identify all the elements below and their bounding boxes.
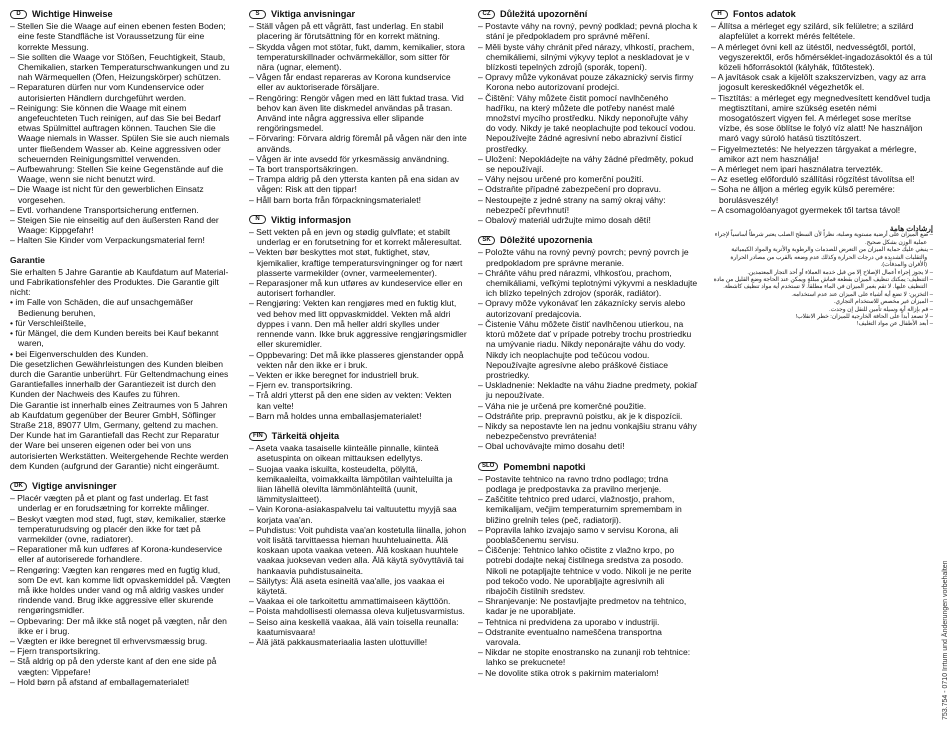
list-item: – Položte váhu na rovný pevný povrch; pevný povrch je predpokladom pre správne meranie. — [478, 247, 698, 267]
list-item: – Měli byste váhy chránit před nárazy, vlhkostí, prachem, chemikáliemi, silnými výkyvy teplot a neskladovat je v blízkosti tepelných zdrojů (sporák, topení). — [478, 42, 698, 73]
garantie-paragraph-1: Die gesetzlichen Gewährleistungen des Kunden bleiben durch die Garantie unberührt. Für Geltendmachung eines Garantiefalles innerhalb der Garantiezeit ist durch den Kunden der Nachweis des Kaufes zu führen. — [10, 358, 229, 400]
section-sk — [478, 235, 698, 451]
list-item: • im Falle von Schäden, die auf unsachgemäßer Bedienung beruhen, — [10, 297, 232, 317]
list-item: • für Verschleißteile, — [10, 318, 232, 328]
list-item: – Vågen får endast repareras av Korona kundservice eller av auktoriserade försäljare. — [249, 72, 467, 92]
list-item: – Obalový materiál udržujte mimo dosah dětí! — [478, 215, 698, 225]
list-item: – Vaakaa ei ole tarkoitettu ammattimaiseen käyttöön. — [249, 596, 467, 606]
list-item: – Figyelmeztetés: Ne helyezzen tárgyakat a mérlegre, amikor azt nem használja! — [711, 144, 933, 164]
instruction-list-fin — [249, 443, 467, 647]
instruction-list-de — [10, 21, 232, 245]
list-item: – Tisztítás: a mérleget egy megnedvesített kendővel tudja megtisztítani, amire szükség esetén némi mosogatószert vigyen fel. A mérleget sose merítse vízbe, és sose öblítse le folyó víz alatt! Ne használjon maró vagy súroló hatású tisztítószert. — [711, 93, 933, 144]
list-item: – Ne dovolite stika otrok s pakirnim materialom! — [478, 668, 698, 678]
list-item: – Oppbevaring: Det må ikke plasseres gjenstander oppå vekten når den ikke er i bruk. — [249, 350, 467, 370]
garantie-bullets — [10, 297, 232, 358]
list-item: – Čištění: Váhy můžete čistit pomocí navlhčeného hadříku, na který můžete dle potřeby nanést malé množství mycího prostředku. Nikdy neponořujte váhy do vody. Nikdy je také neoplachujte pod tekoucí vodou. Nepoužívejte žádné agresivní nebo abrazivní čisticí prostředky. — [478, 93, 698, 154]
list-item: – Reparaturen dürfen nur vom Kundenservice oder autorisierten Händlern durchgeführt werden. — [10, 82, 232, 102]
list-item: – Fjern transportsikring. — [10, 646, 232, 656]
list-item: – Aufbewahrung: Stellen Sie keine Gegenstände auf die Waage, wenn sie nicht benutzt wird. — [10, 164, 232, 184]
list-item: – Ställ vågen på ett vågrätt, fast underlag. En stabil placering är förutsättning för en korrekt mätning. — [249, 21, 467, 41]
section-title-s: Viktiga anvisningar — [271, 9, 356, 19]
list-item: – التخزين: لا تضع أية أشياء على الميزان عند عدم استخدامه. — [711, 292, 933, 299]
list-item: • für Mängel, die dem Kunden bereits bei Kauf bekannt waren, — [10, 328, 232, 348]
list-item: – A mérleget óvni kell az ütéstől, nedvességtől, portól, vegyszerektől, erős hőmérséklet-ingadozásoktól és a túl közeli hőforrásoktól (kályhák, fűtőtestek). — [711, 42, 933, 73]
garantie-intro: Sie erhalten 5 Jahre Garantie ab Kaufdatum auf Material- und Fabrikationsfehler des Produktes. Die Garantie gilt nicht: — [10, 266, 229, 298]
list-item: – Opravy může vykonávat pouze zákaznický servis firmy Korona nebo autorizovaní prodejci. — [478, 72, 698, 92]
section-title-dk: Vigtige anvisninger — [32, 480, 117, 491]
instruction-list-s — [249, 21, 467, 205]
list-item: – Vain Korona-asiakaspalvelu tai valtuutettu myyjä saa korjata vaa'an. — [249, 504, 467, 524]
section-de — [10, 9, 232, 471]
list-item: – Zaščitite tehtnico pred udarci, vlažnostjo, prahom, kemikalijam, večjim temperaturnim spremembam in bližino grelnih teles (peč, radiatorji). — [478, 494, 698, 525]
list-item: – Stellen Sie die Waage auf einen ebenen festen Boden; eine feste Standfläche ist Voraussetzung für eine korrekte Messung. — [10, 21, 232, 52]
list-item: – Nestoupejte z jedné strany na samý okraj váhy: nebezpečí převrhnutí! — [478, 195, 698, 215]
list-item: – Ta bort transportsäkringen. — [249, 164, 467, 174]
list-item: – Az esetleg előforduló szállítási rögzítést távolítsa el! — [711, 174, 933, 184]
language-code-fin: FIN — [249, 432, 267, 441]
section-ar — [711, 225, 933, 329]
section-title-slo: Pomembni napotki — [503, 461, 586, 472]
list-item: – ضع الميزان على أرضية مستوية وصلبة، نظراً لأن السطح الصلب يعتبر شرطاً أساسياً لإجراء عملية الوزن بشكل صحيح. — [711, 232, 933, 247]
list-item: – Vægten er ikke beregnet til erhvervsmæssig brug. — [10, 636, 232, 646]
language-code-cz: CZ — [478, 10, 495, 19]
list-item: – Stå aldrig op på den yderste kant af den ene side på vægten: Vippefare! — [10, 656, 232, 676]
list-item: – Älä jätä pakkausmateriaalia lasten ulottuville! — [249, 637, 467, 647]
list-item: – Rengjøring: Vekten kan rengjøres med en fuktig klut, ved behov med litt oppvaskmiddel. Vekten må aldri dyppes i vann. Den må heller aldri skylles under rennende vann. Ikke bruk aggressive rengjøringsmidler eller skuremidler. — [249, 298, 467, 349]
list-item: – Postavite tehtnico na ravno trdno podlago; trdna podlaga je predpostavka za pravilno merjenje. — [478, 474, 698, 494]
section-title-n: Viktig informasjon — [271, 214, 351, 225]
language-code-h: H — [711, 10, 728, 19]
list-item: – A javítások csak a kijelölt szakszervizben, vagy az arra jogosult kereskedőknél végezhetők el. — [711, 72, 933, 92]
list-item: – قم بإزالة أية وسيلة تأمين للنقل إن وجدت. — [711, 307, 933, 314]
list-item: – أبعد الأطفال عن مواد التغليف! — [711, 321, 933, 328]
list-item: – Váhy nejsou určené pro komerční použití. — [478, 174, 698, 184]
list-item: – Skydda vågen mot stötar, fukt, damm, kemikalier, stora temperaturskillnader ochvärmekällor, som sitter för nära (ugnar, element). — [249, 42, 467, 73]
list-item: – التنظيف: يمكنك تنظيف الميزان بقطعة قماش مبللة ويمكن عند الحاجة وضع القليل من مادة التنظيف عليها. لا تقم بغمر الميزان في الماء مطلقاً. لا تستخدم أية مواد تنظيف كاشطة. — [711, 277, 933, 292]
list-item: – Opravy môže vykonávať len zákaznícky servis alebo autorizovaní predajcovia. — [478, 298, 698, 318]
list-item: – Sett vekten på en jevn og stødig gulvflate; et stabilt underlag er en forutsetning for et korrekt måleresultat. — [249, 227, 467, 247]
list-item: – Trampa aldrig på den yttersta kanten på ena sidan av vågen: Risk att den tippar! — [249, 174, 467, 194]
list-item: – Die Waage ist nicht für den gewerblichen Einsatz vorgesehen. — [10, 184, 232, 204]
list-item: – Vekten er ikke beregnet for industriell bruk. — [249, 370, 467, 380]
section-slo — [478, 462, 698, 678]
section-n — [249, 215, 467, 421]
article-number-note: 753.754 - 0710 Irrtum und Änderungen vorbehalten — [942, 560, 949, 720]
list-item: – Fjern ev. transportsikring. — [249, 380, 467, 390]
list-item: – Aseta vaaka tasaiselle kiinteälle pinnalle, kiinteä asetuspinta on oikean mittauksen edellytys. — [249, 443, 467, 463]
section-title-ar: إرشادات هامة — [889, 224, 933, 234]
section-title-cz: Důležitá upozornění — [500, 9, 588, 19]
instruction-list-ar — [711, 232, 933, 328]
language-code-s: S — [249, 10, 266, 19]
list-item: – Vågen är inte avsedd för yrkesmässig användning. — [249, 154, 467, 164]
list-item: – A mérleget nem ipari használatra tervezték. — [711, 164, 933, 174]
section-title-fin: Tärkeitä ohjeita — [271, 430, 340, 441]
language-code-sk: SK — [478, 236, 495, 245]
list-item: – A csomagolóanyagot gyermekek től tartsa távol! — [711, 205, 933, 215]
column-1 — [10, 9, 232, 697]
list-item: – Vekten bør beskyttes mot støt, fuktighet, støv, kjemikalier, kraftige temperatursvingninger og for nært plasserte varmekilder (ovner, varmeelementer). — [249, 247, 467, 278]
list-item: – Opbevaring: Der må ikke stå noget på vægten, når den ikke er i brug. — [10, 616, 232, 636]
section-fin — [249, 431, 467, 647]
list-item: – Popravila lahko izvajajo samo v servisu Korona, ali pooblaščenemu servisu. — [478, 525, 698, 545]
list-item: – ينبغي عليك حماية الميزان من التعرض للصدمات والرطوبة والأتربة والمواد الكيميائية والتقلبات الشديدة في درجات الحرارة وكذلك عدم وضعه بالقرب من مصادر الحرارة (الأفران والمدفآت). — [711, 247, 933, 269]
list-item: – Soha ne álljon a mérleg egyik külső peremére: borulásveszély! — [711, 184, 933, 204]
list-item: – Trå aldri ytterst på den ene siden av vekten: Vekten kan velte! — [249, 390, 467, 410]
list-item: – Håll barn borta från förpackningsmaterialet! — [249, 195, 467, 205]
list-item: – Chráňte váhu pred nárazmi, vlhkosťou, prachom, chemikáliami, veľkými teplotnými výkyvmi a neskladujte ich blízko tepelných zdrojov (sporák, radiátor). — [478, 268, 698, 299]
column-2 — [249, 9, 467, 657]
list-item: – Förvaring: Förvara aldrig föremål på vågen när den inte används. — [249, 133, 467, 153]
list-item: – Uskladnenie: Nekladte na váhu žiadne predmety, pokiaľ ju nepoužívate. — [478, 380, 698, 400]
list-item: – Beskyt vægten mod stød, fugt, støv, kemikalier, stærke temperaturudsving og placér den ikke for tæt på varmekilder (ovne, radiatorer). — [10, 514, 232, 545]
column-3 — [478, 9, 698, 688]
instruction-list-dk — [10, 493, 232, 687]
list-item: – Čistenie Váhu môžete čistiť navlhčenou utierkou, na ktorú môžete dať v prípade potreby trochu prostriedku na umývanie riadu. Nikdy neponárajte váhu do vody. Nikdy ich neoplachujte pod tečúcou vodou. Nepoužívajte agresívne alebo práškové čistiace prostriedky. — [478, 319, 698, 380]
list-item: – Shranjevanje: Ne postavljajte predmetov na tehtnico, kadar je ne uporabljate. — [478, 596, 698, 616]
list-item: – Čiščenje: Tehtnico lahko očistite z vlažno krpo, po potrebi dodajte nekaj čistilnega sredstva za posodo. Nikoli ne potapljajte tehtnice v vodo. Nikoli je ne perite pod tekočo vodo. Ne uporabljajte agresivnih ali ribajočih čistilnih sredstev. — [478, 545, 698, 596]
list-item: – Placér vægten på et plant og fast underlag. Et fast underlag er en forudsætning for korrekte målinger. — [10, 493, 232, 513]
list-item: – Suojaa vaaka iskuilta, kosteudelta, pölyltä, kemikaaleilta, voimakkailta lämpötilan vaihteluilta ja liian lähellä olevilta lämmönlähteiltä (uunit, lämmityslaitteet). — [249, 464, 467, 505]
list-item: – Postavte váhy na rovný, pevný podklad; pevná plocha k stání je předpokladem pro správné měření. — [478, 21, 698, 41]
garantie-title: Garantie — [10, 254, 45, 265]
language-code-dk: DK — [10, 482, 27, 491]
instruction-list-sk — [478, 247, 698, 451]
section-cz — [478, 9, 698, 225]
list-item: – Hold børn på afstand af emballagematerialet! — [10, 677, 232, 687]
list-item: – لا تصعد أبداً على الحافة الخارجية للميزان: خطر الانقلاب! — [711, 314, 933, 321]
section-title-sk: Dôležité upozornenia — [500, 235, 593, 246]
list-item: – Rengøring: Vægten kan rengøres med en fugtig klud, som De evt. kan komme lidt opvaskemiddel på. Vægten må ikke holdes under vand og må aldrig vaskes under rindende vand. Brug ikke aggressive eller skurende rengøringsmidler. — [10, 565, 232, 616]
list-item: – Puhdistus: Voit puhdista vaa'an kostetulla liinalla, johon voit lisätä tarvittaessa hieman huuhteluainetta. Älä koskaan upota vaakaa veteen. Älä koskaan huuhtele vaakaa juoksevan veden alla. Älä käytä syövyttäviä tai hankaavia puhdistusaineita. — [249, 525, 467, 576]
section-title-h: Fontos adatok — [733, 9, 796, 19]
list-item: – Nikdy sa nepostavte len na jednu vonkajšiu stranu váhy nebezpečenstvo prevrátenia! — [478, 421, 698, 441]
list-item: – الميزان غير مخصص للاستخدام التجاري. — [711, 299, 933, 306]
column-4 — [711, 9, 933, 329]
list-item: – Halten Sie Kinder vom Verpackungsmaterial fern! — [10, 235, 232, 245]
section-dk — [10, 481, 232, 687]
list-item: – Evtl. vorhandene Transportsicherung entfernen. — [10, 205, 232, 215]
language-code-de: D — [10, 10, 27, 19]
list-item: – Állítsa a mérleget egy szilárd, sík felületre; a szilárd alapfelület a korrekt mérés feltétele. — [711, 21, 933, 41]
list-item: – Váha nie je určená pre komerčné použitie. — [478, 401, 698, 411]
instruction-list-slo — [478, 474, 698, 678]
instruction-list-h — [711, 21, 933, 215]
instruction-list-cz — [478, 21, 698, 225]
list-item: – Tehtnica ni predvidena za uporabo v industriji. — [478, 617, 698, 627]
list-item: • bei Eigenverschulden des Kunden. — [10, 349, 232, 359]
list-item: – Säilytys: Älä aseta esineitä vaa'alle, jos vaakaa ei käytetä. — [249, 576, 467, 596]
list-item: – Obal uchovávajte mimo dosahu detí! — [478, 441, 698, 451]
list-item: – Poista mahdollisesti olemassa oleva kuljetusvarmistus. — [249, 606, 467, 616]
language-code-slo: SLO — [478, 462, 498, 471]
list-item: – لا يجوز إجراء أعمال الإصلاح إلا من قبل خدمة العملاء أو أحد التجار المعتمدين. — [711, 270, 933, 277]
list-item: – Nikdar ne stopite enostransko na zunanji rob tehtnice: lahko se prekucnete! — [478, 647, 698, 667]
list-item: – Odstráňte prip. prepravnú poistku, ak je k dispozícii. — [478, 411, 698, 421]
language-code-n: N — [249, 215, 266, 224]
section-title-de: Wichtige Hinweise — [32, 9, 113, 19]
list-item: – Uložení: Nepokládejte na váhy žádné předměty, pokud se nepoužívají. — [478, 154, 698, 174]
list-item: – Seiso aina keskellä vaakaa, älä vain toisella reunalla: kaatumisvaara! — [249, 617, 467, 637]
instruction-list-n — [249, 227, 467, 421]
list-item: – Barn må holdes unna emballasjematerialet! — [249, 411, 467, 421]
garantie-paragraph-2: Die Garantie ist innerhalb eines Zeitraumes von 5 Jahren ab Kaufdatum gegenüber der Beurer GmbH, Söflinger Straße 218, 89077 Ulm, Germany, geltend zu machen. Der Kunde hat im Garantiefall das Recht zur Reparatur der Ware bei unseren eigenen oder bei von uns autorisierten Werkstätten. Weitergehende Rechte werden dem Kunden (aufgrund der Garantie) nicht eingeräumt. — [10, 399, 229, 471]
list-item: – Sie sollten die Waage vor Stößen, Feuchtigkeit, Staub, Chemikalien, starken Temperaturschwankungen und zu nah Wärmequellen (Öfen, Heizungskörper) schützen. — [10, 52, 232, 83]
list-item: – Rengöring: Rengör vågen med en lätt fuktad trasa. Vid behov kan även lite diskmedel användas på trasan. Använd inte några aggressiva eller slipande rengöringsmedel. — [249, 93, 467, 134]
section-s — [249, 9, 467, 205]
list-item: – Steigen Sie nie einseitig auf den äußersten Rand der Waage: Kippgefahr! — [10, 215, 232, 235]
list-item: – Reparationer må kun udføres af Korona-kundeservice eller af autoriserede forhandlere. — [10, 544, 232, 564]
list-item: – Reinigung: Sie können die Waage mit einem angefeuchteten Tuch reinigen, auf das Sie bei Bedarf etwas Spülmittel auftragen können. Tauchen Sie die Waage niemals in Wasser. Spülen Sie sie auch niemals unter fließendem Wasser ab. Keine aggressiven oder scheuernden Reinigungsmittel verwenden. — [10, 103, 232, 164]
list-item: – Odstraňte případné zabezpečení pro dopravu. — [478, 184, 698, 194]
list-item: – Reparasjoner må kun utføres av kundeservice eller en autorisert forhandler. — [249, 278, 467, 298]
list-item: – Odstranite eventualno nameščena transportna varovala. — [478, 627, 698, 647]
section-h — [711, 9, 933, 215]
